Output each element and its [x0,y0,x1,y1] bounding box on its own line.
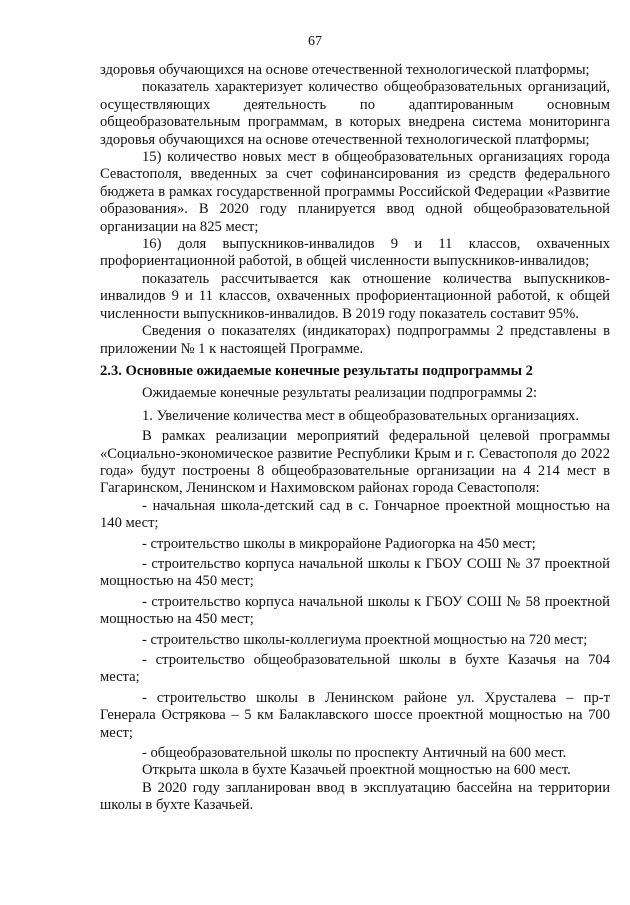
list-item: - начальная школа-детский сад в с. Гончарное проектной мощностью на 140 мест; [100,497,610,532]
paragraph: здоровья обучающихся на основе отечественной технологической платформы; [100,62,590,78]
document-body [100,62,610,815]
paragraph: Открыта школа в бухте Казачьей проектной мощностью на 600 мест. [142,762,571,779]
paragraph: показатель рассчитывается как отношение количества выпускников-инвалидов 9 и 11 классов, охваченных профориентационной работой, к общей численности выпускников-инвалидов. В 2019 году показатель составит 95%. [100,270,610,322]
list-item: - строительство школы в Ленинском районе ул. Хрусталева – пр-т Генерала Острякова – 5 км Балаклавского шоссе проектной мощностью на 700 мест; [100,689,610,741]
paragraph: 15) количество новых мест в общеобразовательных организациях города Севастополя, введенных за счет софинансирования из средств федерального бюджета в рамках государственной программы Российской Федерации «Развитие образования». В 2020 году планируется ввод одной общеобразовательной организации на 825 мест; [100,149,610,235]
paragraph: Сведения о показателях (индикаторах) подпрограммы 2 представлены в приложении № 1 к настоящей Программе. [100,323,610,357]
section-heading: 2.3. Основные ожидаемые конечные результаты подпрограммы 2 [100,362,533,379]
list-item: - строительство школы в микрорайоне Радиогорка на 450 мест; [142,535,536,552]
paragraph: показатель характеризует количество общеобразовательных организаций, осуществляющих деятельность по адаптированным основным общеобразовательным программам, в которых внедрена система мониторинга здоровья обучающихся на основе отечественной технологической платформы; [100,79,610,148]
list-item: - строительство корпуса начальной школы к ГБОУ СОШ № 58 проектной мощностью на 450 мест; [100,593,610,628]
page-number: 67 [308,34,322,49]
paragraph: В 2020 году запланирован ввод в эксплуатацию бассейна на территории школы в бухте Казачьей. [100,779,610,814]
list-item: - строительство корпуса начальной школы к ГБОУ СОШ № 37 проектной мощностью на 450 мест; [100,555,610,590]
result-item: 1. Увеличение количества мест в общеобразовательных организациях. [142,407,579,424]
list-item: - строительство общеобразовательной школы в бухте Казачья на 704 места; [100,652,610,686]
list-item: - строительство школы-коллегиума проектной мощностью на 720 мест; [142,631,588,648]
results-intro: Ожидаемые конечные результаты реализации подпрограммы 2: [142,385,538,402]
paragraph: В рамках реализации мероприятий федеральной целевой программы «Социально-экономическое развитие Республики Крым и г. Севастополя до 2022 года» будут построены 8 общеобразовательные организации на 4 214 мест в Гагаринском, Ленинском и Нахимовском районах города Севастополя: [100,428,610,497]
paragraph: 16) доля выпускников-инвалидов 9 и 11 классов, охваченных профориентационной работой, в общей численности выпускников-инвалидов; [100,236,610,270]
list-item: - общеобразовательной школы по проспекту Античный на 600 мест. [142,745,567,762]
